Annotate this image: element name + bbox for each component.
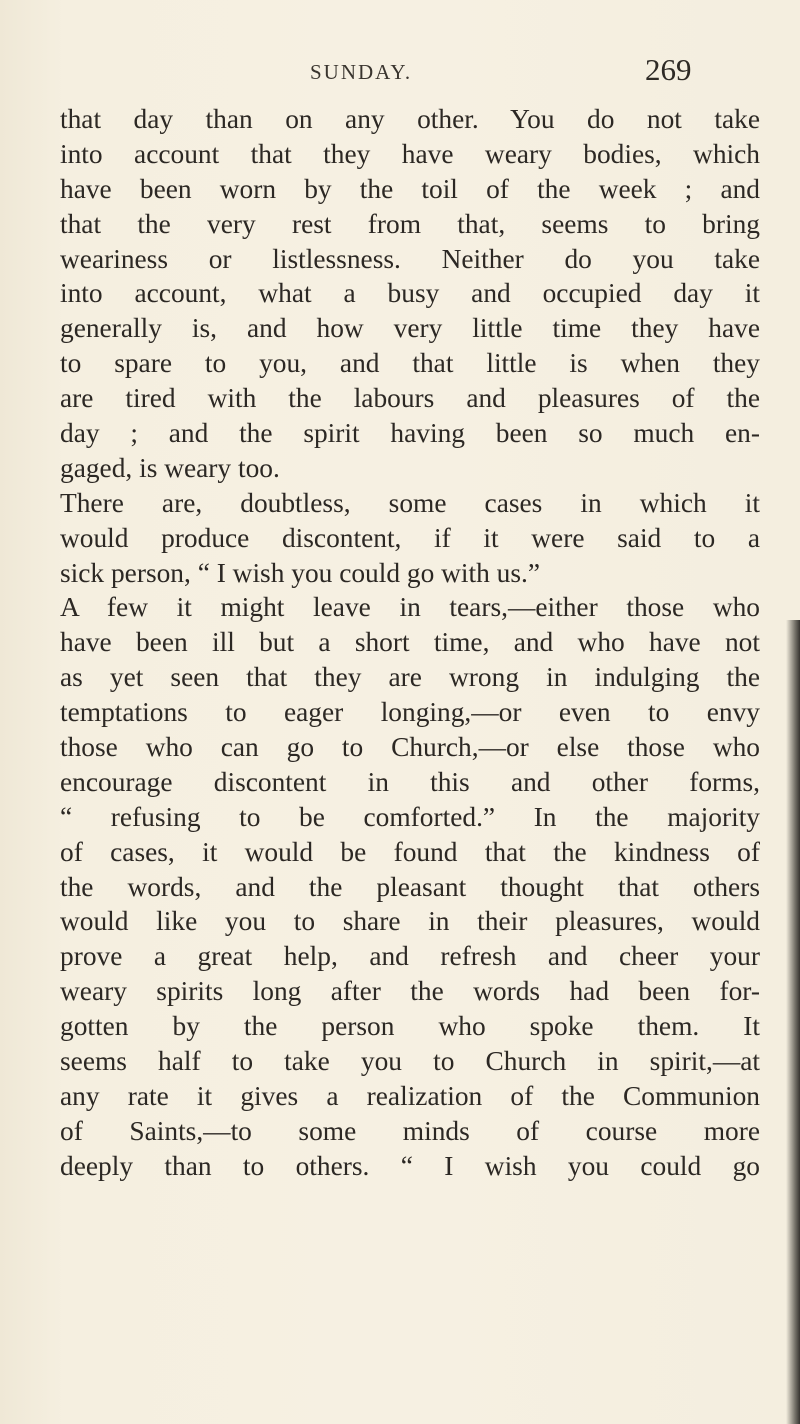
text-line: into account that they have weary bodies, which <box>60 138 760 169</box>
text-line: those who can go to Church,—or else those who <box>60 732 760 763</box>
text-line: of Saints,—to some minds of course more <box>60 1115 760 1146</box>
text-line: to spare to you, and that little is when they <box>60 348 760 379</box>
text-line: weariness or listlessness. Neither do you take <box>60 243 760 274</box>
page-number: 269 <box>645 52 692 87</box>
text-line: into account, what a busy and occupied day it <box>60 278 760 309</box>
text-line: as yet seen that they are wrong in indulging the <box>60 662 760 693</box>
text-line: generally is, and how very little time they have <box>60 313 760 344</box>
running-head-title: SUNDAY. <box>310 60 413 84</box>
text-line: “ refusing to be comforted.” In the majority <box>60 801 760 832</box>
page-edge-shadow <box>786 620 800 1424</box>
text-line: would produce discontent, if it were said to a <box>60 522 760 553</box>
text-line: encourage discontent in this and other forms, <box>60 766 760 797</box>
text-line: would like you to share in their pleasures, would <box>60 906 760 937</box>
text-line: the words, and the pleasant thought that others <box>60 871 760 902</box>
running-head <box>0 52 800 92</box>
text-line: prove a great help, and refresh and cheer your <box>60 941 760 972</box>
text-line: A few it might leave in tears,—either those who <box>60 592 760 623</box>
text-line: that day than on any other. You do not take <box>60 104 760 134</box>
body-text <box>60 102 760 1184</box>
text-line: weary spirits long after the words had been for- <box>60 976 760 1007</box>
text-line: have been worn by the toil of the week ; and <box>60 173 760 204</box>
text-line: gotten by the person who spoke them. It <box>60 1011 760 1042</box>
text-line: sick person, “ I wish you could go with us.” <box>60 557 541 588</box>
text-line: seems half to take you to Church in spirit,—at <box>60 1046 760 1077</box>
text-line: There are, doubtless, some cases in which it <box>60 487 760 518</box>
text-line: gaged, is weary too. <box>60 452 280 483</box>
text-line: are tired with the labours and pleasures of the <box>60 383 760 414</box>
text-line: temptations to eager longing,—or even to envy <box>60 697 760 728</box>
text-line: of cases, it would be found that the kindness of <box>60 836 760 867</box>
text-line: day ; and the spirit having been so much en- <box>60 418 760 449</box>
text-line: any rate it gives a realization of the Communion <box>60 1080 760 1111</box>
text-line: deeply than to others. “ I wish you could go <box>60 1150 760 1181</box>
text-line: that the very rest from that, seems to bring <box>60 208 760 239</box>
text-line: have been ill but a short time, and who have not <box>60 627 760 658</box>
